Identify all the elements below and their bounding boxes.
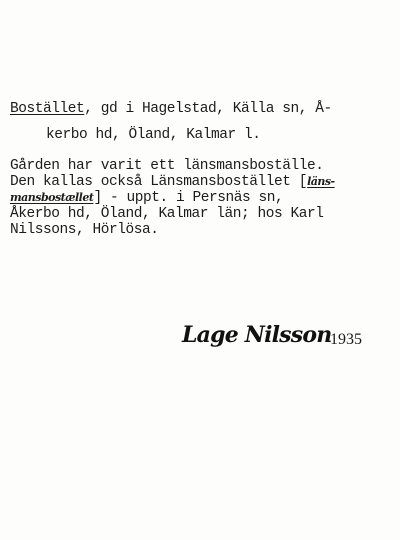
handwritten-signature: Lage Nilsson: [182, 322, 332, 348]
body-line-3-text: ] - uppt. i Persnäs sn,: [93, 190, 284, 206]
heading-term: Bostället: [10, 101, 85, 117]
heading-line-1: [10, 101, 332, 117]
body-line-1: Gården har varit ett länsmansboställe.: [10, 158, 324, 174]
body-line-4: Åkerbo hd, Öland, Kalmar län; hos Karl: [10, 206, 324, 222]
heading-rest: , gd i Hagelstad, Källa sn, Å-: [84, 101, 332, 117]
body-line-2: [10, 174, 335, 190]
heading-line-2: kerbo hd, Öland, Kalmar l.: [46, 127, 261, 143]
signature-year: 1935: [330, 331, 362, 348]
handwritten-insert-1: läns-: [307, 175, 335, 188]
body-line-5: Nilssons, Hörlösa.: [10, 222, 159, 238]
body-line-2-text: Den kallas också Länsmansbostället [: [10, 174, 308, 190]
handwritten-insert-2: mansbostællet: [10, 191, 94, 204]
body-line-3: [10, 190, 283, 206]
